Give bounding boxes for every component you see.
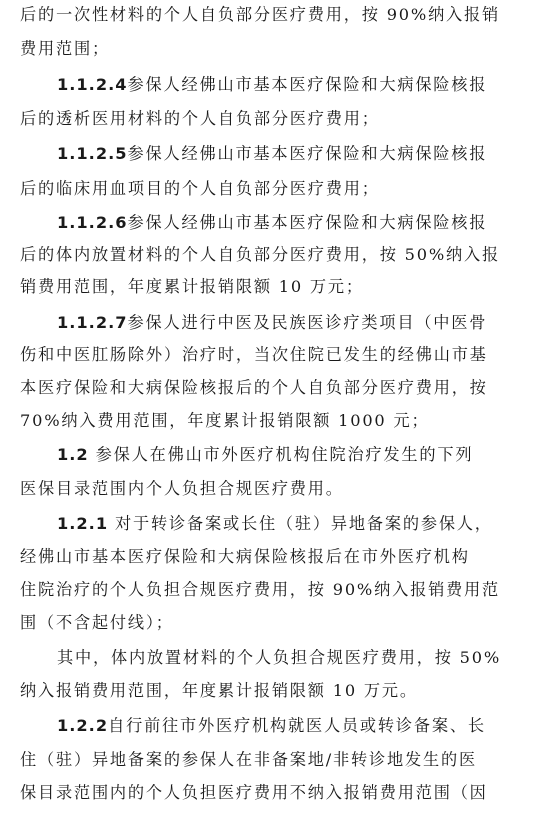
- text-line: [57, 648, 501, 668]
- line-text: 医保目录范围内个人负担合规医疗费用。: [20, 479, 344, 498]
- clause-number: 1.1.2.4: [57, 75, 128, 94]
- line-text: 参保人经佛山市基本医疗保险和大病保险核报: [127, 213, 488, 232]
- line-text: 后的临床用血项目的个人自负部分医疗费用；: [20, 179, 380, 198]
- line-text: 围（不含起付线）；: [20, 613, 174, 632]
- clause-number: 1.1.2.6: [57, 213, 128, 232]
- clause-number: 1.2.2: [57, 716, 109, 735]
- text-line: [20, 479, 344, 499]
- line-text: 后的透析医用材料的个人自负部分医疗费用；: [20, 109, 380, 128]
- clause-number: 1.2: [57, 445, 89, 464]
- text-line: [20, 245, 500, 265]
- line-text: 参保人经佛山市基本医疗保险和大病保险核报: [127, 144, 488, 163]
- text-line: [20, 277, 364, 297]
- clause-line: [57, 313, 487, 333]
- clause-number: 1.2.1: [57, 514, 109, 533]
- text-line: [20, 179, 380, 199]
- line-text: 对于转诊备案或长住（驻）异地备案的参保人，: [108, 514, 493, 533]
- line-text: 伤和中医肛肠除外）治疗时，当次住院已发生的经佛山市基: [20, 345, 488, 364]
- text-line: [20, 39, 110, 59]
- line-text: 自行前往市外医疗机构就医人员或转诊备案、长: [108, 716, 486, 735]
- line-text: 参保人进行中医及民族医诊疗类项目（中医骨: [127, 313, 488, 332]
- line-text: 后的一次性材料的个人自负部分医疗费用，按 90%纳入报销: [20, 5, 501, 24]
- line-text: 70%纳入费用范围，年度累计报销限额 1000 元；: [20, 411, 430, 430]
- line-text: 费用范围；: [20, 39, 110, 58]
- line-text: 其中，体内放置材料的个人负担合规医疗费用，按 50%: [57, 648, 502, 667]
- clause-number: 1.1.2.5: [57, 144, 128, 163]
- clause-line: [57, 75, 487, 95]
- clause-line: [57, 144, 487, 164]
- line-text: 经佛山市基本医疗保险和大病保险核报后在市外医疗机构: [20, 547, 470, 566]
- text-line: [20, 681, 418, 701]
- text-line: [20, 580, 500, 600]
- text-line: [20, 345, 488, 365]
- text-line: [20, 750, 477, 770]
- line-text: 参保人经佛山市基本医疗保险和大病保险核报: [127, 75, 488, 94]
- clause-line: [57, 716, 486, 736]
- line-text: 住（驻）异地备案的参保人在非备案地/非转诊地发生的医: [20, 750, 477, 769]
- line-text: 本医疗保险和大病保险核报后的个人自负部分医疗费用，按: [20, 378, 488, 397]
- text-line: [20, 378, 488, 398]
- text-line: [20, 109, 380, 129]
- text-line: [20, 547, 470, 567]
- text-line: [20, 411, 429, 431]
- text-line: [20, 783, 488, 803]
- clause-line: [57, 514, 493, 534]
- line-text: 参保人在佛山市外医疗机构住院治疗发生的下列: [88, 445, 474, 464]
- line-text: 后的体内放置材料的个人自负部分医疗费用，按 50%纳入报: [20, 245, 501, 264]
- text-line: [20, 5, 500, 25]
- line-text: 纳入报销费用范围，年度累计报销限额 10 万元。: [20, 681, 418, 700]
- line-text: 保目录范围内的个人负担医疗费用不纳入报销费用范围（因: [20, 783, 488, 802]
- line-text: 销费用范围，年度累计报销限额 10 万元；: [20, 277, 364, 296]
- clause-line: [57, 445, 473, 465]
- clause-line: [57, 213, 487, 233]
- line-text: 住院治疗的个人负担合规医疗费用，按 90%纳入报销费用范: [20, 580, 501, 599]
- clause-number: 1.1.2.7: [57, 313, 128, 332]
- text-line: [20, 613, 174, 633]
